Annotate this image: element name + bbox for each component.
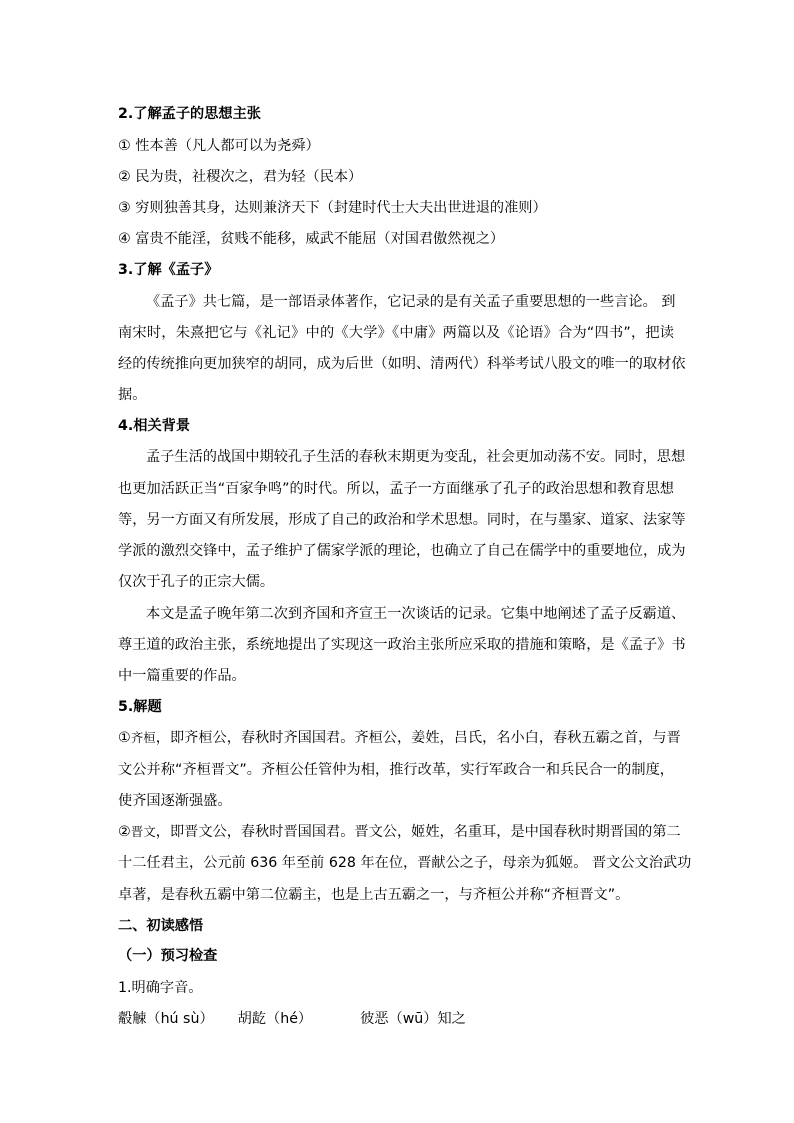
section4-p1-line-1: 孟子生活的战国中期较孔子生活的春秋末期更为变乱，社会更加动荡不安。同时，思想 (146, 449, 686, 465)
section3-line-1: 《孟子》共七篇，是一部语录体著作，它记录的是有关孟子重要思想的一些言论。 到 (146, 294, 676, 310)
section3-line-3: 经的传统推向更加狭窄的胡同，成为后世（如明、清两代）科举考试八股文的唯一的取材依 (118, 356, 686, 372)
section4-p2-line-2: 尊王道的政治主张，系统地提出了实现这一政治主张所应采取的措施和策略，是《孟子》书 (118, 637, 686, 653)
section2-item-1: ① 性本善（凡人都可以为尧舜） (118, 138, 320, 154)
section4-p1-line-2: 也更加活跃正当“百家争鸣”的时代。所以，孟子一方面继承了孔子的政治思想和教育思想 (118, 481, 674, 497)
section5-b-term: 晋文 (130, 824, 156, 839)
pronunciation-1: 觳觫（hú sù） (118, 1011, 214, 1027)
section5-a-line-1 (118, 728, 681, 748)
section5-a-line-2: 文公并称“齐桓晋文”。齐桓公任管仲为相，推行改革，实行军政合一和兵民合一的制度， (118, 762, 674, 778)
section5-b-line-1-rest: ，即晋文公，春秋时晋国国君。晋文公，姬姓，名重耳，是中国春秋时期晋国的第二 (155, 824, 681, 840)
section5-heading: 5.解题 (118, 699, 162, 715)
part2-subheading: （一）预习检查 (118, 948, 218, 964)
section5-a-mark: ① (118, 730, 131, 746)
pronunciation-3: 彼恶（wū）知之 (360, 1011, 466, 1027)
section5-a-term: 齐桓 (130, 730, 156, 745)
section5-b-line-3: 卓著，是春秋五霸中第二位霸主，也是上古五霸之一，与齐桓公并称“齐桓晋文”。 (118, 887, 630, 903)
section4-p1-line-5: 仅次于孔子的正宗大儒。 (118, 574, 275, 590)
section2-item-2: ② 民为贵，社稷次之，君为轻（民本） (118, 169, 363, 185)
section2-item-4: ④ 富贵不能淫，贫贱不能移，威武不能屈（对国君傲然视之） (118, 231, 505, 247)
section3-line-2: 南宋时，朱熹把它与《礼记》中的《大学》《中庸》两篇以及《论语》合为“四书”，把读 (118, 325, 674, 341)
task1-label: 1.明确字音。 (118, 980, 203, 996)
section5-a-line-3: 使齐国逐渐强盛。 (118, 793, 232, 809)
pronunciation-2: 胡龁（hé） (237, 1011, 313, 1027)
section5-b-line-2: 十二任君主，公元前 636 年至前 628 年在位，晋献公之子，母亲为狐姬。 晋文公文治武功 (118, 855, 692, 871)
pronunciation-row (118, 1009, 466, 1029)
section5-a-line-1-rest: ，即齐桓公，春秋时齐国国君。齐桓公，姜姓，吕氏，名小白，春秋五霸之首，与晋 (155, 730, 681, 746)
section4-p2-line-1: 本文是孟子晚年第二次到齐国和齐宣王一次谈话的记录。它集中地阐述了孟子反霸道、 (146, 606, 686, 622)
part2-heading: 二、初读感悟 (118, 918, 204, 934)
section5-b-line-1 (118, 822, 681, 842)
section2-heading: 2.了解孟子的思想主张 (118, 106, 261, 122)
section4-p1-line-3: 等，另一方面又有所发展，形成了自己的政治和学术思想。同时，在与墨家、道家、法家等 (118, 512, 686, 528)
section4-heading: 4.相关背景 (118, 418, 191, 434)
section5-b-mark: ② (118, 824, 131, 840)
section4-p2-line-3: 中一篇重要的作品。 (118, 668, 246, 684)
section4-p1-line-4: 学派的激烈交锋中，孟子维护了儒家学派的理论，也确立了自己在儒学中的重要地位，成为 (118, 543, 686, 559)
section3-heading: 3.了解《孟子》 (118, 262, 219, 278)
section2-item-3: ③ 穷则独善其身，达则兼济天下（封建时代士大夫出世进退的准则） (118, 200, 547, 216)
section3-line-4: 据。 (118, 387, 147, 403)
